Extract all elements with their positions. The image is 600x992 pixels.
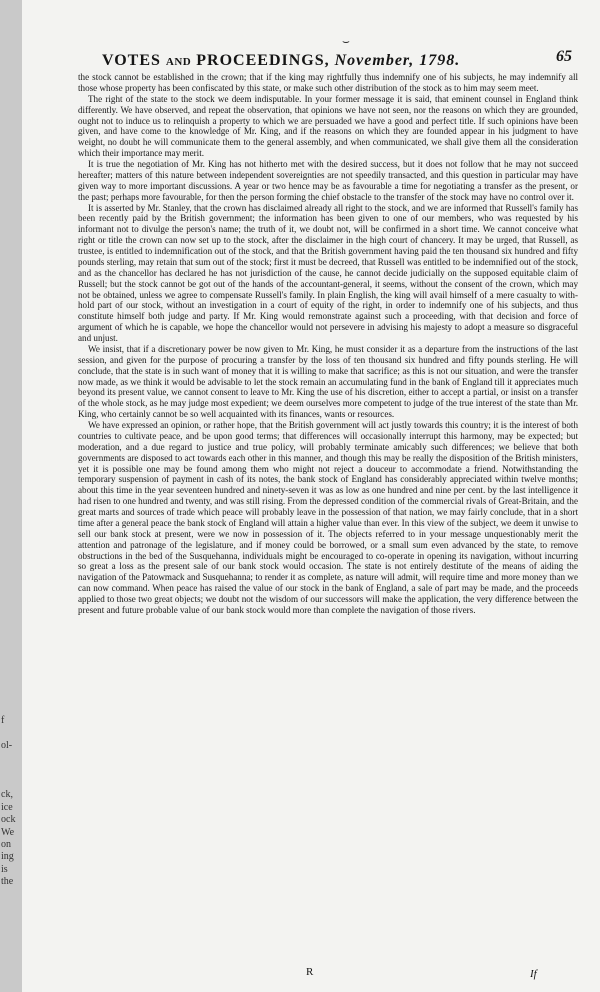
body-text (78, 72, 578, 616)
page-number: 65 (556, 48, 572, 65)
fragment-line: ol- (1, 739, 13, 751)
fragment-line (1, 777, 15, 789)
fragment-line: is (1, 863, 8, 875)
paragraph: the stock cannot be established in the crown; that if the king may rightfully thus indemnify one of his subjects, he may indemnify all those whose property has been confiscated by this state, or make such other distribution of the stock as to him may seem meet. (78, 72, 578, 93)
document-page (22, 0, 600, 992)
fragment-line: f (1, 715, 5, 726)
header-title (102, 52, 460, 70)
running-header (62, 34, 590, 70)
paragraph: The right of the state to the stock we deem indisputable. In your former message it is said, that eminent counsel in England think differently. We have observed, and repeat the observation, that opinions we have not seen, nor the reasons on which they are grounded, ought not to induce us to relinquish a property to which we are persuaded we have a good and perfect title. If such opinions have been given, and have come to the knowledge of Mr. King, and if the reasons on which they are founded appear in his judgment to have weight, no doubt he will communicate them to the general assembly, and when communicated, we shall give them all the consideration which their importance may merit. (78, 93, 578, 159)
title-and: AND (165, 56, 192, 68)
paragraph: It is true the negotiation of Mr. King has not hitherto met with the desired success, but it does not follow that he may not succeed hereafter; matters of this nature between independent sovereignties are not speedily transacted, and this question in particular may have given way to more important discussions. A year or two hence may be as favourable a time for negotiating a transfer as the present, or the past; perhaps more favourable, for then the person forming the chief obstacle to the transfer of the stock may have no control over it. (78, 159, 578, 202)
fragment-line: ice (1, 801, 13, 813)
paragraph: We insist, that if a discretionary power be now given to Mr. King, he must consider it as a departure from the instructions of the last session, and given for the purpose of procuring a transfer by the loss of ten thousand six hundred and fifty pounds sterling. He will conclude, that the state is in such want of money that it is willing to make that sacrifice; as this is not our situation, and were the transfer now made, as we think it would be advisable to let the stock remain an accumulating fund in the bank of England till it appreciates much beyond its present value, we cannot consent to leave to Mr. King the use of his discretion, either to accept a partial, or insist on a transfer of the whole stock, as he may judge most expedient; we deem ourselves more competent to judge of the true interest of the state than Mr. King, who certainly cannot be so well acquainted with its finances, wants or resources. (78, 343, 578, 420)
fragment-line: ck, (1, 789, 13, 801)
fragment-line: We (1, 826, 15, 838)
fragment-line: ing (1, 851, 14, 863)
paragraph: We have expressed an opinion, or rather hope, that the British government will act justly towards this country; it is the interest of both countries to cultivate peace, and be upon good terms; that differences will occasionally interrupt this harmony, may be expected; but moderation, and a due regard to justice and true policy, will probably terminate amicably such differences; we believe that both governments are disposed to act towards each other in this manner, and though this may be really the disposition of the British ministers, yet it is possible one may be found among them who might not reject a douceur to accommodate a friend. Notwithstanding the temporary suspension of payment in cash of its notes, the bank stock of England has considerably appreciated within twelve months; about this time in the year seventeen hundred and ninety-seven it was as low as one hundred and nine per cent. by the last intelligence it had risen to one hundred and twenty, and was still rising. From the depressed condition of the commercial rivals of Great-Britain, and the great marts and sources of trade which peace will probably leave in the possession of that nation, we may fairly conclude, that in a short time after a general peace the bank stock of England will attain a higher value than ever. In this view of the subject, we deem it unwise to sell our bank stock at present, were we now in possession of it. The objects referred to in your message unquestionably merit the attention and patronage of the legislature, and if money could be borrowed, or a small sum even advanced by the state, to remove obstructions in the bed of the Susquehanna, individuals might be encouraged to co-operate in opening its navigation, without incurring so great a loss as the present sale of our bank stock would occasion. The state is not entirely destitute of the means of aiding the navigation of the Patowmack and Susquehanna; to render it as complete, as nature will admit, will require time and more money than we can now command. When peace has raised the value of our stock in the bank of England, a sale of part may be made, and the proceeds applied to those two great objects; we doubt not the wisdom of our successors will make the application, the very difference between the present and future probable value of our bank stock would more than complete the navigation of those rivers. (78, 420, 578, 615)
header-ornament: ⌣ (342, 34, 350, 48)
adjacent-page-fragments (1, 715, 15, 888)
title-proceedings: PROCEEDINGS, (196, 52, 330, 69)
signature-mark: R (306, 966, 314, 978)
fragment-line: the (1, 876, 14, 888)
catchword: If (530, 968, 537, 980)
title-votes: VOTES (102, 52, 161, 69)
title-month: November, (334, 52, 415, 69)
fragment-line (1, 765, 15, 777)
adjacent-page-edge (0, 0, 22, 992)
paragraph: It is asserted by Mr. Stanley, that the crown has disclaimed already all right to the stock, and we are informed that Russell's family has been recently paid by the British government; the information has been given to one of our members, who was requested by his informant not to divulge the person's name; the truth of it, we doubt not, will be confirmed in a short time. We cannot conceive what right or title the crown can now set up to the stock, after the disclaimer in the high court of chancery. It may be urged, that Russell, as trustee, is entitled to indemnification out of the stock, and that the British government having paid the ten thousand six hundred and fifty pounds sterling, may retain that sum out of the stock; first it must be decreed, that Russell was entitled to be indemnified out of the stock, and as the chancellor has declared he has not jurisdiction of the cause, he cannot decide judicially on the supposed equitable claim of Russell; but the stock cannot be got out of the hands of the accountant-general, it seems, without the consent of the crown, which may not be obtained, unless we agree to compensate Russell's family. In plain English, the king will avail himself of a mere casualty to with-hold part of our stock, without an investigation in a court of equity of the right, in order to indemnify one of his subjects, and thus constitute himself both judge and party. If Mr. King would remonstrate against such a proceeding, with that decision and force of argument of which he is capable, we hope the chancellor would not persevere in advising his majesty to adopt a measure so disgraceful and unjust. (78, 202, 578, 343)
fragment-line (1, 752, 15, 764)
fragment-line (1, 727, 15, 739)
title-year: 1798. (419, 52, 461, 69)
fragment-line: on (1, 838, 11, 850)
fragment-line: ock (1, 814, 16, 826)
